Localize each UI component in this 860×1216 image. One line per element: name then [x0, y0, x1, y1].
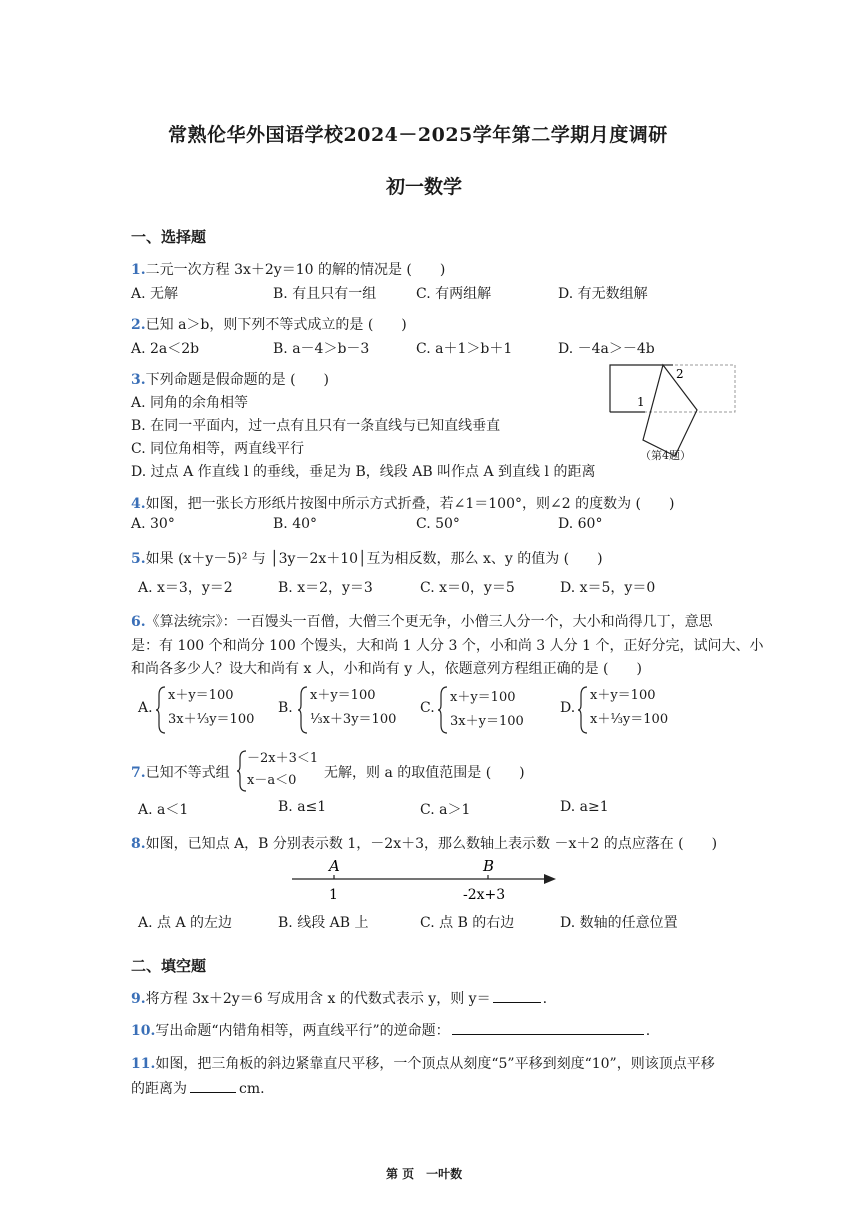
q6-option-b-letter: B. [278, 700, 293, 716]
question-4 [131, 493, 674, 513]
q8-option-d: D. 数轴的任意位置 [560, 915, 678, 931]
number-line [288, 854, 560, 904]
page-title: 常熟伦华外国语学校2024－2025学年第二学期月度调研 [168, 124, 668, 146]
question-number: 10. [131, 1023, 156, 1039]
question-number: 1. [131, 262, 146, 278]
question-10 [131, 1020, 650, 1040]
question-end: . [645, 1023, 651, 1039]
q2-option-b: B. a－4＞b－3 [273, 341, 370, 357]
q4-option-a: A. 30° [131, 516, 175, 532]
angle-1-label: 1 [637, 395, 645, 409]
q2-option-a: A. 2a＜2b [131, 341, 200, 357]
question-number: 3. [131, 372, 146, 388]
q4-option-b: B. 40° [273, 516, 318, 532]
q7-option-c: C. a＞1 [420, 802, 471, 818]
question-6-line-2: 是：有 100 个和尚分 100 个馒头，大和尚 1 人分 3 个，小和尚 3 人分 1 个，正好分完，试问大、小 [131, 638, 764, 654]
question-end: cm. [239, 1081, 265, 1097]
q6-option-c-system [450, 686, 524, 734]
question-number: 4. [131, 496, 146, 512]
brace-icon [297, 685, 309, 735]
question-text: 如图，把一张长方形纸片按图中所示方式折叠，若∠1＝100°，则∠2 的度数为 ( ) [145, 496, 675, 512]
question-6-line-3: 和尚各多少人？设大和尚有 x 人，小和尚有 y 人，依题意列方程组正确的是 ( ) [131, 661, 642, 677]
q7-option-d: D. a≥1 [560, 799, 609, 815]
point-a-label: A [329, 857, 340, 875]
brace-icon [437, 685, 449, 735]
point-a-value: 1 [329, 887, 338, 903]
inequality: x－a＜0 [247, 773, 297, 788]
question-text: 已知不等式组 [145, 765, 230, 781]
q3-option-c: C. 同位角相等，两直线平行 [131, 441, 305, 457]
q5-option-c: C. x＝0，y＝5 [420, 580, 515, 596]
figure-4-caption: （第4题） [640, 449, 691, 462]
q7-option-a: A. a＜1 [138, 802, 189, 818]
question-number: 8. [131, 836, 146, 852]
question-11-line-1 [131, 1053, 715, 1073]
equation: 3x＋⅓y＝100 [168, 712, 255, 727]
question-1 [131, 259, 445, 279]
question-2 [131, 314, 407, 334]
question-text: 下列命题是假命题的是 ( ) [145, 372, 329, 388]
question-text: 如图，把三角板的斜边紧靠直尺平移，一个顶点从刻度“5”平移到刻度“10”，则该顶点平移 [155, 1056, 715, 1072]
question-text: 如果 (x＋y－5)² 与 │3y－2x＋10│互为相反数，那么 x、y 的值为 ( ) [145, 551, 603, 567]
equation: x＋y＝100 [450, 690, 516, 705]
brace-icon [577, 685, 589, 735]
q5-option-b: B. x＝2，y＝3 [278, 580, 373, 596]
question-number: 6. [131, 614, 146, 630]
q2-option-c: C. a＋1＞b＋1 [416, 341, 513, 357]
question-9 [131, 988, 547, 1008]
q1-option-b: B. 有且只有一组 [273, 286, 377, 302]
section-title-fill-blank: 二、填空题 [131, 957, 207, 975]
q7-inequality-system [247, 748, 318, 792]
question-number: 9. [131, 991, 146, 1007]
q6-option-a-letter: A. [138, 700, 153, 716]
answer-blank[interactable] [452, 1022, 644, 1035]
question-7-prefix [131, 762, 230, 782]
question-11-line-2 [131, 1078, 265, 1098]
question-number: 5. [131, 551, 146, 567]
section-title-choice: 一、选择题 [131, 228, 207, 246]
question-8 [131, 833, 717, 853]
equation: 3x＋y＝100 [450, 714, 524, 729]
question-number: 2. [131, 317, 146, 333]
q3-option-d: D. 过点 A 作直线 l 的垂线，垂足为 B，线段 AB 叫作点 A 到直线 l 的距离 [131, 464, 596, 480]
question-5 [131, 548, 603, 568]
folded-paper-figure [605, 360, 740, 460]
q3-option-b: B. 在同一平面内，过一点有且只有一条直线与已知直线垂直 [131, 418, 501, 434]
page-footer: 第 页 一叶数 [386, 1167, 463, 1181]
q7-option-b: B. a≤1 [278, 799, 327, 815]
question-text: 已知 a＞b，则下列不等式成立的是 ( ) [145, 317, 407, 333]
question-text: 将方程 3x＋2y＝6 写成用含 x 的代数式表示 y，则 y＝ [145, 991, 491, 1007]
q5-option-d: D. x＝5，y＝0 [560, 580, 656, 596]
q8-option-c: C. 点 B 的右边 [420, 915, 515, 931]
q1-option-c: C. 有两组解 [416, 286, 492, 302]
equation: x＋y＝100 [168, 688, 234, 703]
q4-option-d: D. 60° [558, 516, 603, 532]
q5-option-a: A. x＝3，y＝2 [138, 580, 233, 596]
question-7-suffix: 无解，则 a 的取值范围是 ( ) [324, 765, 525, 781]
equation: x＋⅓y＝100 [590, 712, 669, 727]
point-b-label: B [483, 857, 495, 875]
equation: x＋y＝100 [310, 688, 376, 703]
q6-option-b-system [310, 684, 396, 732]
q4-option-c: C. 50° [416, 516, 460, 532]
brace-icon [155, 685, 167, 735]
question-end: . [542, 991, 548, 1007]
q3-option-a: A. 同角的余角相等 [131, 395, 249, 411]
answer-blank[interactable] [190, 1080, 236, 1093]
question-text: 二元一次方程 3x＋2y＝10 的解的情况是 ( ) [145, 262, 446, 278]
answer-blank[interactable] [493, 990, 541, 1003]
question-text: 《算法统宗》：一百馒头一百僧，大僧三个更无争，小僧三人分一个，大小和尚得几丁，意思 [145, 614, 713, 630]
question-3 [131, 369, 329, 389]
q8-option-b: B. 线段 AB 上 [278, 915, 369, 931]
q6-option-c-letter: C. [420, 700, 435, 716]
inequality: －2x＋3＜1 [247, 751, 319, 766]
q8-option-a: A. 点 A 的左边 [138, 915, 233, 931]
q6-option-d-system [590, 684, 668, 732]
equation: x＋y＝100 [590, 688, 656, 703]
equation: ⅓x＋3y＝100 [310, 712, 397, 727]
q2-option-d: D. －4a＞－4b [558, 341, 655, 357]
angle-2-label: 2 [676, 367, 684, 381]
question-text: 如图，已知点 A，B 分别表示数 1，－2x＋3，那么数轴上表示数 －x＋2 的点应落在 ( ) [145, 836, 718, 852]
question-text: 的距离为 [131, 1081, 187, 1097]
q1-option-d: D. 有无数组解 [558, 286, 648, 302]
q6-option-d-letter: D. [560, 700, 576, 716]
q6-option-a-system [168, 684, 254, 732]
question-text: 写出命题“内错角相等，两直线平行”的逆命题： [155, 1023, 450, 1039]
page-subtitle: 初一数学 [386, 176, 463, 198]
question-number: 7. [131, 765, 146, 781]
point-b-value: -2x+3 [463, 887, 506, 903]
question-number: 11. [131, 1056, 156, 1072]
q1-option-a: A. 无解 [131, 286, 179, 302]
question-6-line-1 [131, 611, 713, 631]
